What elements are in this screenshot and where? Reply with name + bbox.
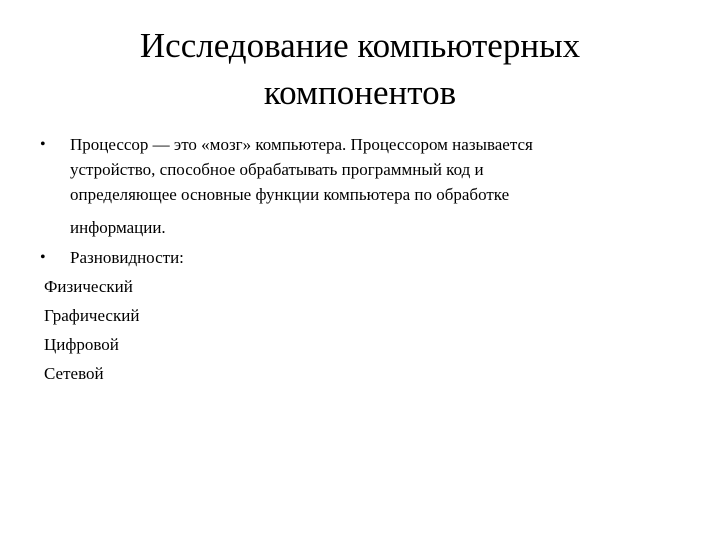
bullet-varieties-line-1: Разновидности: [70,248,184,267]
slide-title-line-2: компонентов [263,73,457,112]
bullet-processor-line-1: Процессор — это «мозг» компьютера. Процессором называется [70,135,533,154]
bullet-dot-icon: • [40,249,46,266]
slide-title-line-1: Исследование компьютерных [139,26,581,65]
list-item: Сетевой [44,364,104,383]
bullet-varieties-text [70,245,670,270]
list-item: Цифровой [44,335,119,354]
list-item: Физический [44,277,133,296]
slide-title [60,22,660,116]
bullet-processor-continuation: информации. [70,218,166,237]
bullet-processor-text [70,132,670,207]
bullet-processor-line-3: определяющее основные функции компьютера по обработке [70,185,510,204]
bullet-dot-icon: • [40,136,46,153]
bullet-processor-line-2: устройство, способное обрабатывать программный код и [70,160,484,179]
list-item: Графический [44,306,140,325]
